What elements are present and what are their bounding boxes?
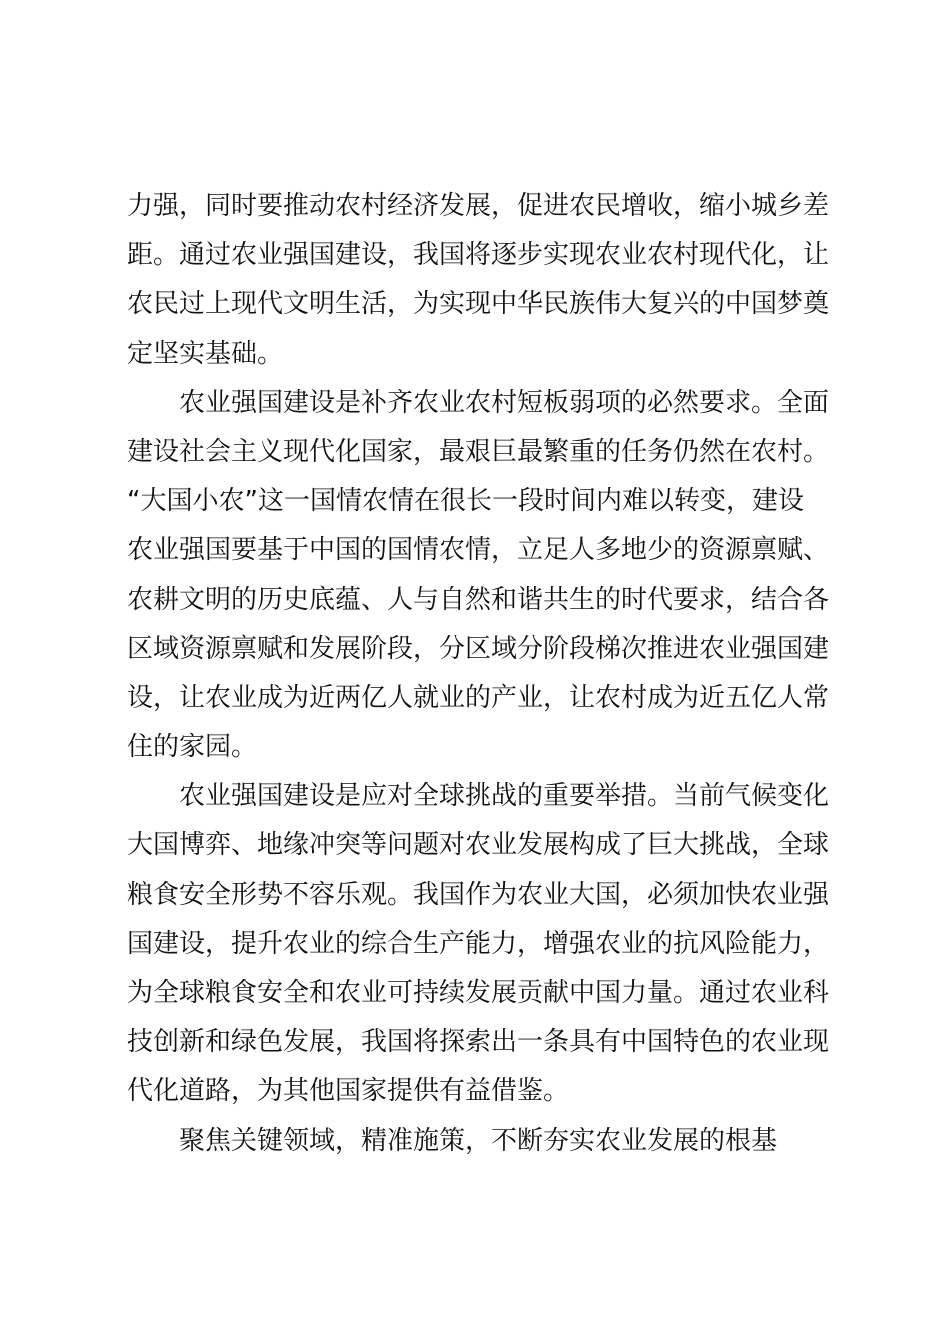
text-line: 建设社会主义现代化国家，最艰巨最繁重的任务仍然在农村。 — [127, 436, 830, 467]
text-line: 农业强国要基于中国的国情农情，立足人多地少的资源禀赋、 — [127, 535, 830, 566]
paragraph-first-line: 农业强国建设是应对全球挑战的重要举措。当前气候变化 — [179, 781, 830, 812]
text-line: 设，让农业成为近两亿人就业的产业，让农村成为近五亿人常 — [127, 682, 830, 713]
text-line: 粮食安全形势不容乐观。我国作为农业大国，必须加快农业强 — [127, 879, 830, 910]
text-line: 大国博弈、地缘冲突等问题对农业发展构成了巨大挑战，全球 — [127, 830, 830, 861]
text-line: 定坚实基础。 — [127, 338, 284, 369]
text-line: 代化道路，为其他国家提供有益借鉴。 — [127, 1076, 570, 1107]
document-body — [127, 182, 847, 1166]
text-line: 距。通过农业强国建设，我国将逐步实现农业农村现代化，让 — [127, 240, 830, 271]
text-line: 技创新和绿色发展，我国将探索出一条具有中国特色的农业现 — [127, 1027, 830, 1058]
paragraph-first-line: 农业强国建设是补齐农业农村短板弱项的必然要求。全面 — [179, 387, 830, 418]
text-line: “大国小农”这一国情农情在很长一段时间内难以转变，建设 — [127, 486, 804, 517]
text-line: 农民过上现代文明生活，为实现中华民族伟大复兴的中国梦奠 — [127, 289, 830, 320]
text-line: 住的家园。 — [127, 732, 258, 763]
text-line: 农耕文明的历史底蕴、人与自然和谐共生的时代要求，结合各 — [127, 584, 830, 615]
paragraph-first-line: 聚焦关键领域，精准施策，不断夯实农业发展的根基 — [179, 1125, 778, 1156]
text-line: 为全球粮食安全和农业可持续发展贡献中国力量。通过农业科 — [127, 978, 830, 1008]
text-line: 国建设，提升农业的综合生产能力，增强农业的抗风险能力， — [127, 928, 830, 959]
text-line: 力强，同时要推动农村经济发展，促进农民增收，缩小城乡差 — [127, 191, 830, 221]
text-line: 区域资源禀赋和发展阶段，分区域分阶段梯次推进农业强国建 — [127, 633, 830, 664]
